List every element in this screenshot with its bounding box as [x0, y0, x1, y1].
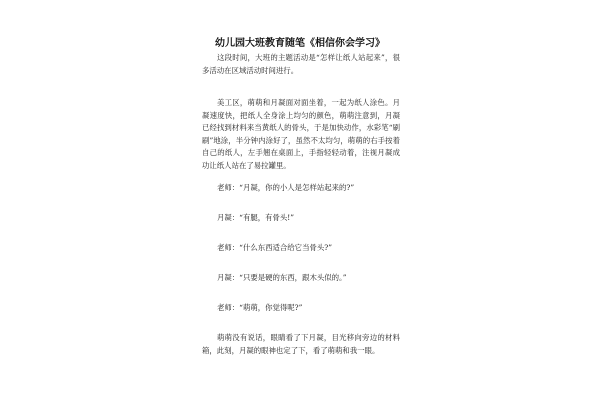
document-title: 幼儿园大班教育随笔《相信你会学习》 [215, 38, 385, 49]
dialogue-text: 月凝：“只要是硬的东西，跟木头似的。” [217, 273, 347, 282]
paragraph-art-area [202, 97, 400, 173]
paragraph-closing [202, 332, 400, 357]
dialogue-text: 老师：“什么东西适合给它当骨头?” [217, 243, 332, 252]
dialogue-text: 老师：“萌萌，你觉得呢?” [217, 303, 303, 312]
paragraph-text: 这段时间，大班的主题活动是“怎样让纸人站起来”，很多活动在区域活动时间进行。 [202, 53, 400, 75]
paragraph-text: 萌萌没有说话，眼睛看了下月凝，目光移向旁边的材料箱，此刻，月凝的眼神也定了下，看了萌萌和我一眼。 [202, 333, 400, 355]
dialogue-line-1 [202, 182, 400, 195]
dialogue-line-3 [202, 242, 400, 255]
dialogue-text: 月凝：“有腿，有骨头!” [217, 213, 295, 222]
dialogue-line-2 [202, 212, 400, 225]
paragraph-intro [202, 52, 400, 77]
paragraph-text: 美工区，萌萌和月凝面对面坐着，一起为纸人涂色。月凝速度快，把纸人全身涂上均匀的颜色，萌萌注意到，月凝已经找到材料来当黄纸人的骨头，于是加快动作，水彩笔“刷刷”地涂，半分钟内涂好了，虽然不太均匀，萌萌的右手按着自己的纸人，左手翘在桌面上，手指轻轻动着，注视月凝成功让纸人站在了易拉罐里。 [202, 98, 400, 170]
dialogue-line-4 [202, 272, 400, 285]
dialogue-line-5 [202, 302, 400, 315]
dialogue-text: 老师：“月凝，你的小人是怎样站起来的?” [217, 183, 355, 192]
